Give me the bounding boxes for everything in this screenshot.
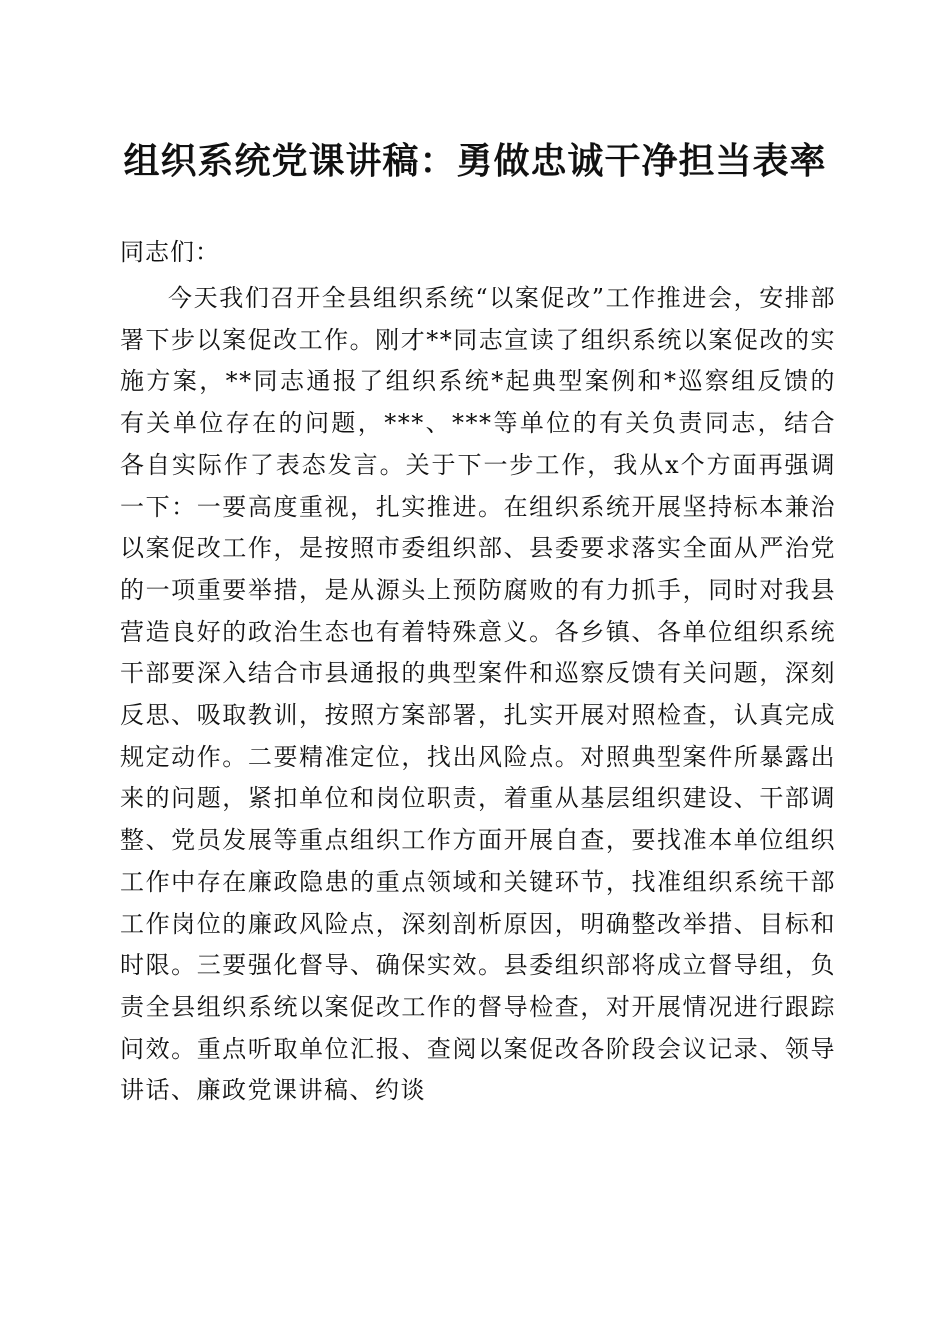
salutation: 同志们：	[120, 238, 220, 266]
document-title: 组织系统党课讲稿：勇做忠诚干净担当表率	[123, 140, 827, 182]
body-paragraph: 今天我们召开全县组织系统“以案促改”工作推进会，安排部署下步以案促改工作。刚才**同志宣读了组织系统以案促改的实施方案，**同志通报了组织系统*起典型案例和*巡察组反馈的有关单位存在的问题，***、***等单位的有关负责同志，结合各自实际作了表态发言。关于下一步工作，我从x个方面再强调一下：一要高度重视，扎实推进。在组织系统开展坚持标本兼治以案促改工作，是按照市委组织部、县委要求落实全面从严治党的一项重要举措，是从源头上预防腐败的有力抓手，同时对我县营造良好的政治生态也有着特殊意义。各乡镇、各单位组织系统干部要深入结合市县通报的典型案件和巡察反馈有关问题，深刻反思、吸取教训，按照方案部署，扎实开展对照检查，认真完成规定动作。二要精准定位，找出风险点。对照典型案件所暴露出来的问题，紧扣单位和岗位职责，着重从基层组织建设、干部调整、党员发展等重点组织工作方面开展自查，要找准本单位组织工作中存在廉政隐患的重点领域和关键环节，找准组织系统干部工作岗位的廉政风险点，深刻剖析原因，明确整改举措、目标和时限。三要强化督导、确保实效。县委组织部将成立督导组，负责全县组织系统以案促改工作的督导检查，对开展情况进行跟踪问效。重点听取单位汇报、查阅以案促改各阶段会议记录、领导讲话、廉政党课讲稿、约谈	[120, 284, 836, 1105]
